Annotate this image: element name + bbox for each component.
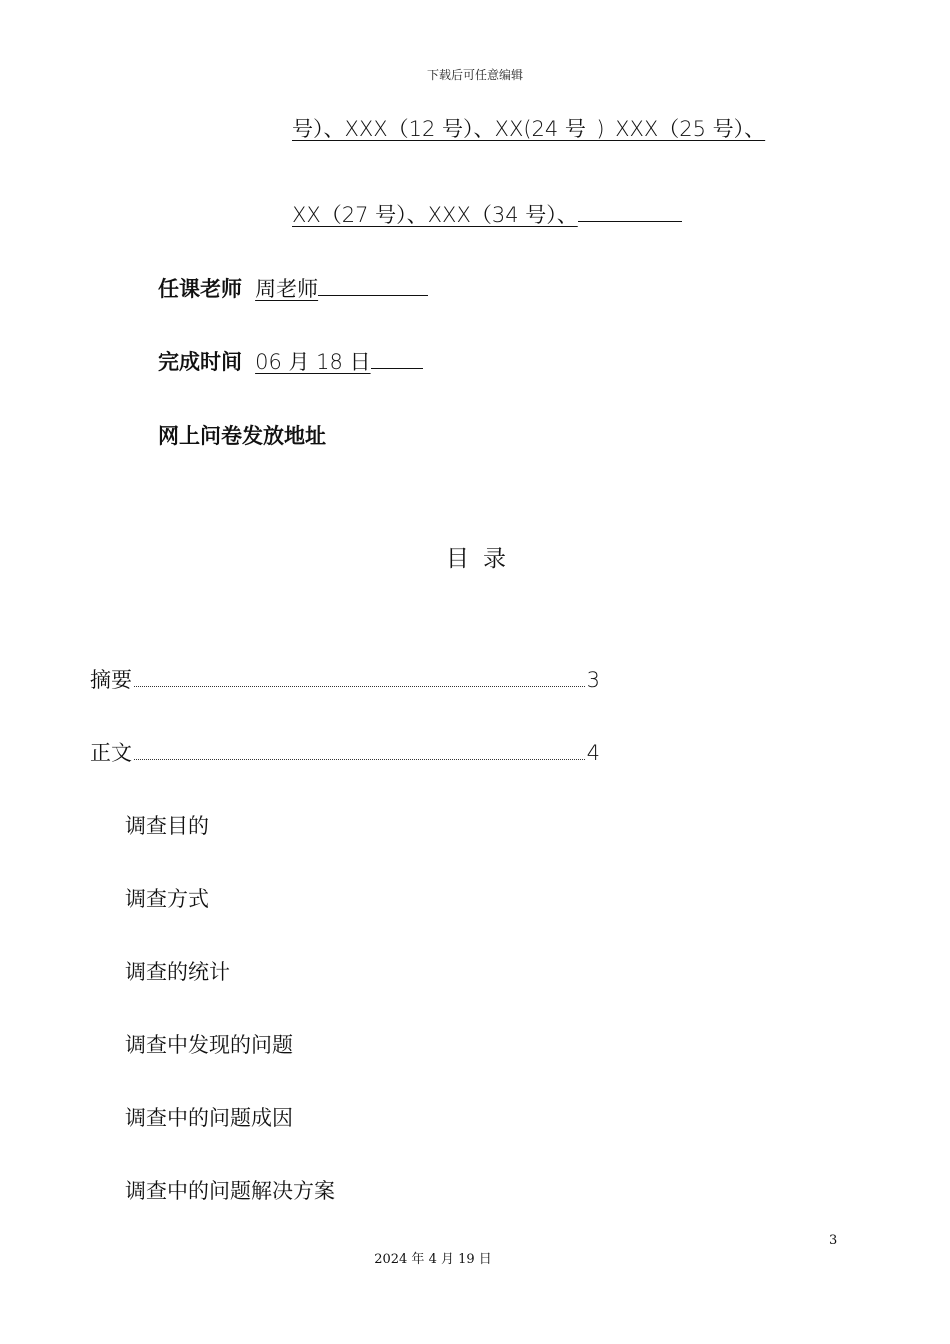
time-row: [158, 346, 423, 376]
footer-date: 2024 年 4 月 19 日: [374, 1252, 492, 1267]
toc-entry-label: 摘要: [90, 668, 132, 692]
toc-subentry[interactable]: 调查的统计: [125, 960, 230, 984]
toc-subentry[interactable]: 调查目的: [125, 814, 209, 838]
page-number: 3: [829, 1233, 838, 1248]
toc-entry-body[interactable]: [90, 737, 600, 767]
toc-title: 目录: [446, 546, 520, 572]
toc-entry-abstract[interactable]: [90, 664, 600, 694]
teacher-blank: [318, 294, 428, 296]
members-blank: [578, 220, 682, 222]
toc-subentry[interactable]: 调查中的问题成因: [125, 1106, 293, 1130]
teacher-label: 任课老师: [158, 277, 242, 301]
toc-subentry[interactable]: 调查中的问题解决方案: [125, 1179, 335, 1203]
survey-url-label: 网上问卷发放地址: [158, 424, 326, 448]
members-line-2: [292, 199, 682, 229]
toc-entry-page: 4: [586, 741, 600, 765]
time-blank: [371, 367, 423, 369]
header-note: 下载后可任意编辑: [426, 68, 523, 82]
time-label: 完成时间: [158, 350, 242, 374]
toc-leader-dots: [134, 759, 585, 760]
toc-entry-label: 正文: [90, 741, 132, 765]
toc-leader-dots: [134, 686, 585, 687]
toc-entry-page: 3: [586, 668, 600, 692]
members-line-1: [292, 113, 765, 143]
toc-subentry[interactable]: 调查中发现的问题: [125, 1033, 293, 1057]
teacher-row: [158, 273, 428, 303]
toc-subentry[interactable]: 调查方式: [125, 887, 209, 911]
time-value: 06 月 18 日: [255, 350, 371, 374]
teacher-value: 周老师: [255, 277, 319, 301]
members-text-1: 号）、XXX（12 号）、XX(24 号_)_XXX（25 号）、: [292, 117, 766, 141]
survey-url-row: [158, 420, 326, 450]
members-text-2: XX（27 号）、XXX（34 号）、: [292, 203, 578, 227]
